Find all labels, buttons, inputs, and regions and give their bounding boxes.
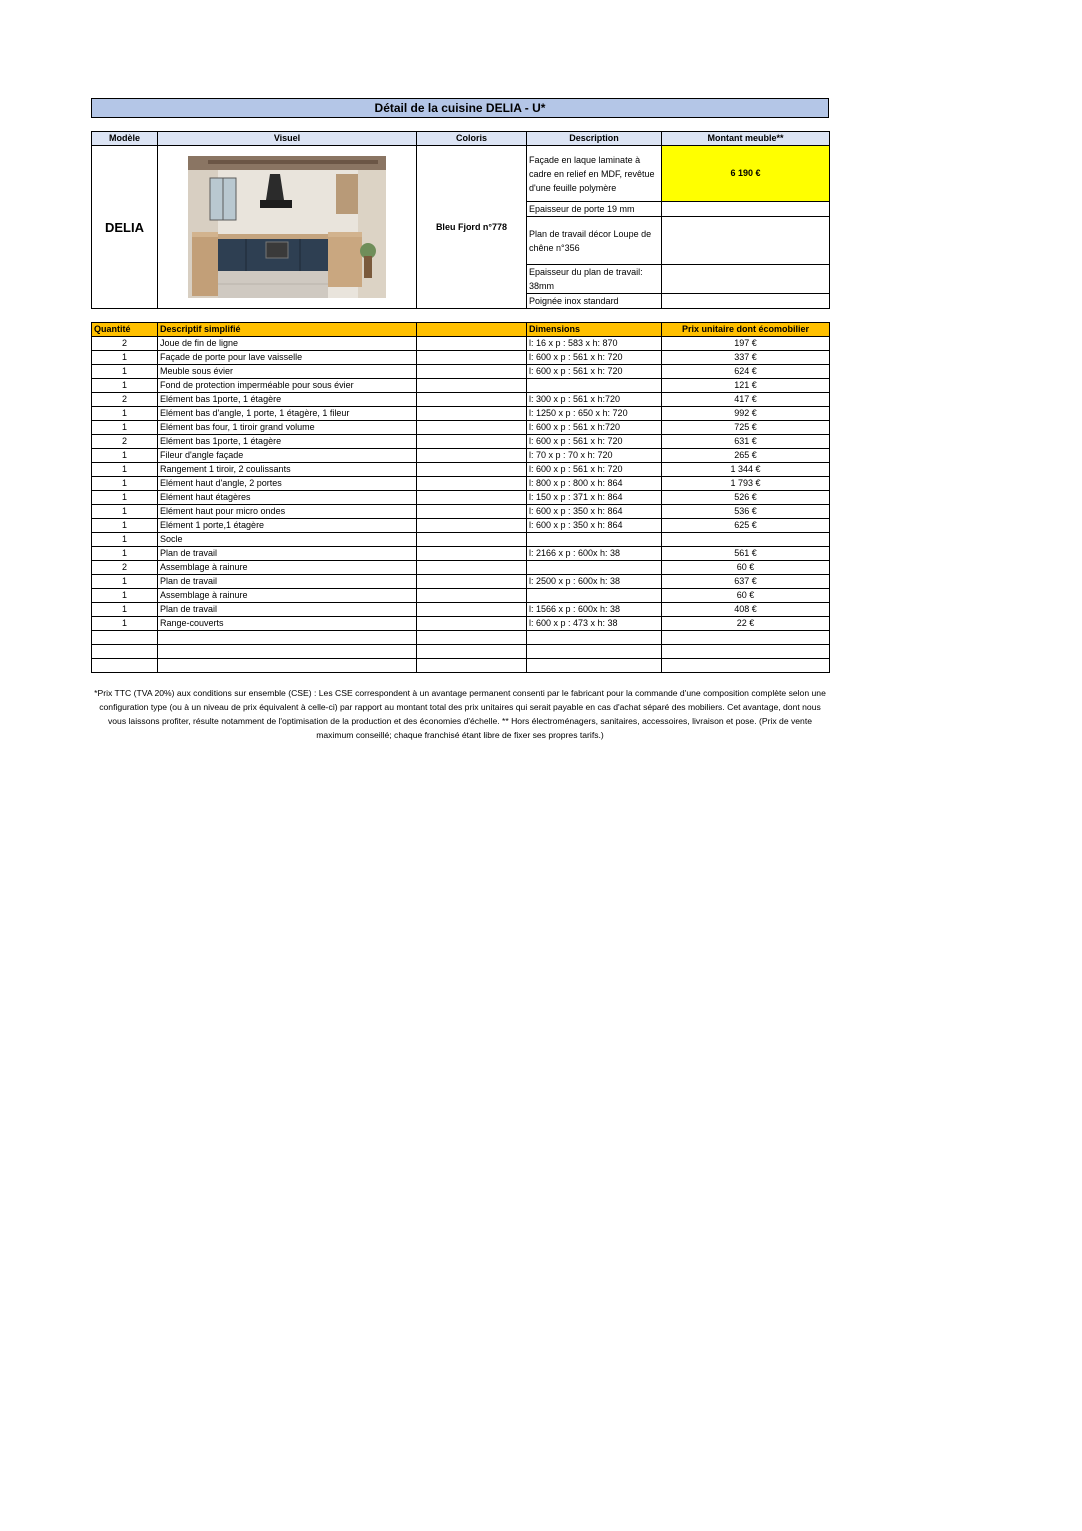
price-cell: 561 € <box>662 547 830 561</box>
table-row <box>92 337 830 351</box>
dim-cell: l: 300 x p : 561 x h:720 <box>527 393 662 407</box>
qty-cell: 1 <box>92 421 158 435</box>
items-table <box>91 322 830 673</box>
montant-value: 6 190 € <box>662 146 830 202</box>
footnote: *Prix TTC (TVA 20%) aux conditions sur ensemble (CSE) : Les CSE correspondent à un avantage permanent consenti par le fabricant pour la commande d'une composition complète selon une configuration type (ou à un niveau de prix équivalent à celle-ci) par rapport au montant total des prix unitaires qui serait payable en cas d'achat séparé des mobiliers. Cet avantage, dont nous vous laissons profiter, résulte notamment de l'optimisation de la production et des économies d'échelle. ** Hors électroménagers, sanitaires, accessoires, livraison et pose. (Prix de vente maximum conseillé; chaque franchisé étant libre de fixer ses propres tarifs.) <box>94 688 826 740</box>
blank-cell <box>417 351 527 365</box>
qty-cell: 1 <box>92 365 158 379</box>
blank-cell <box>417 659 527 673</box>
header-blank <box>417 323 527 337</box>
desc-cell: Socle <box>158 533 417 547</box>
desc-cell: Elément haut d'angle, 2 portes <box>158 477 417 491</box>
blank-cell <box>417 547 527 561</box>
dim-cell: l: 600 x p : 561 x h: 720 <box>527 463 662 477</box>
dim-cell <box>527 561 662 575</box>
table-row <box>92 659 830 673</box>
desc-cell: Elément bas four, 1 tiroir grand volume <box>158 421 417 435</box>
header-descriptif: Descriptif simplifié <box>158 323 417 337</box>
dim-cell: l: 600 x p : 561 x h:720 <box>527 421 662 435</box>
description-3: Plan de travail décor Loupe de chêne n°356 <box>527 217 662 265</box>
table-row <box>92 547 830 561</box>
blank-cell <box>417 589 527 603</box>
dim-cell: l: 1250 x p : 650 x h: 720 <box>527 407 662 421</box>
price-cell: 637 € <box>662 575 830 589</box>
blank-cell <box>417 463 527 477</box>
desc-cell: Range-couverts <box>158 617 417 631</box>
desc-cell: Rangement 1 tiroir, 2 coulissants <box>158 463 417 477</box>
table-row <box>92 435 830 449</box>
table-row <box>92 561 830 575</box>
table-row <box>92 463 830 477</box>
qty-cell: 1 <box>92 519 158 533</box>
price-cell: 624 € <box>662 365 830 379</box>
desc-cell <box>158 631 417 645</box>
price-cell: 60 € <box>662 561 830 575</box>
price-cell: 417 € <box>662 393 830 407</box>
model-table <box>91 131 830 309</box>
dim-cell: l: 70 x p : 70 x h: 720 <box>527 449 662 463</box>
desc-cell: Elément bas d'angle, 1 porte, 1 étagère, 1 fileur <box>158 407 417 421</box>
price-cell: 1 793 € <box>662 477 830 491</box>
dim-cell <box>527 645 662 659</box>
description-4: Epaisseur du plan de travail: 38mm <box>527 265 662 294</box>
table-row <box>92 617 830 631</box>
blank-cell <box>417 379 527 393</box>
table-row <box>92 477 830 491</box>
header-montant: Montant meuble** <box>662 132 830 146</box>
desc-cell: Fond de protection imperméable pour sous évier <box>158 379 417 393</box>
description-5: Poignée inox standard <box>527 294 662 309</box>
dim-cell: l: 2500 x p : 600x h: 38 <box>527 575 662 589</box>
qty-cell: 1 <box>92 407 158 421</box>
table-row <box>92 351 830 365</box>
blank-cell <box>417 421 527 435</box>
header-prix: Prix unitaire dont écomobilier <box>662 323 830 337</box>
qty-cell <box>92 631 158 645</box>
kitchen-photo <box>188 156 386 298</box>
dim-cell: l: 800 x p : 800 x h: 864 <box>527 477 662 491</box>
qty-cell: 1 <box>92 463 158 477</box>
blank-cell <box>417 575 527 589</box>
price-cell: 992 € <box>662 407 830 421</box>
dim-cell <box>527 659 662 673</box>
visual-cell <box>158 146 417 309</box>
desc-cell: Elément bas 1porte, 1 étagère <box>158 393 417 407</box>
dim-cell: l: 600 x p : 473 x h: 38 <box>527 617 662 631</box>
table-row <box>92 645 830 659</box>
qty-cell: 1 <box>92 547 158 561</box>
desc-cell: Elément bas 1porte, 1 étagère <box>158 435 417 449</box>
coloris-value: Bleu Fjord n°778 <box>417 146 527 309</box>
qty-cell: 1 <box>92 477 158 491</box>
qty-cell <box>92 659 158 673</box>
qty-cell: 1 <box>92 505 158 519</box>
header-quantite: Quantité <box>92 323 158 337</box>
blank-cell <box>417 407 527 421</box>
qty-cell: 2 <box>92 435 158 449</box>
blank-cell <box>417 505 527 519</box>
blank-cell <box>417 533 527 547</box>
dim-cell: l: 1566 x p : 600x h: 38 <box>527 603 662 617</box>
desc-cell: Elément 1 porte,1 étagère <box>158 519 417 533</box>
dim-cell <box>527 533 662 547</box>
header-coloris: Coloris <box>417 132 527 146</box>
desc-cell <box>158 645 417 659</box>
blank-cell <box>417 477 527 491</box>
qty-cell: 1 <box>92 589 158 603</box>
table-row <box>92 393 830 407</box>
desc-cell: Meuble sous évier <box>158 365 417 379</box>
qty-cell: 1 <box>92 379 158 393</box>
dim-cell <box>527 379 662 393</box>
table-row <box>92 407 830 421</box>
desc-cell: Elément haut étagères <box>158 491 417 505</box>
description-1: Façade en laque laminate à cadre en relief en MDF, revêtue d'une feuille polymère <box>527 146 662 202</box>
desc-cell: Plan de travail <box>158 603 417 617</box>
dim-cell: l: 600 x p : 561 x h: 720 <box>527 435 662 449</box>
price-cell: 121 € <box>662 379 830 393</box>
desc-cell: Façade de porte pour lave vaisselle <box>158 351 417 365</box>
desc-cell: Joue de fin de ligne <box>158 337 417 351</box>
price-cell: 1 344 € <box>662 463 830 477</box>
price-cell <box>662 659 830 673</box>
price-cell <box>662 533 830 547</box>
price-cell: 60 € <box>662 589 830 603</box>
price-cell: 22 € <box>662 617 830 631</box>
price-cell: 631 € <box>662 435 830 449</box>
montant-empty-4 <box>662 294 830 309</box>
blank-cell <box>417 491 527 505</box>
table-row <box>92 449 830 463</box>
blank-cell <box>417 561 527 575</box>
price-cell <box>662 645 830 659</box>
qty-cell: 1 <box>92 533 158 547</box>
table-row <box>92 519 830 533</box>
model-name: DELIA <box>92 146 158 309</box>
header-modele: Modèle <box>92 132 158 146</box>
desc-cell: Plan de travail <box>158 575 417 589</box>
qty-cell: 1 <box>92 603 158 617</box>
page-title: Détail de la cuisine DELIA - U* <box>91 98 829 118</box>
dim-cell: l: 150 x p : 371 x h: 864 <box>527 491 662 505</box>
desc-cell: Assemblage à rainure <box>158 561 417 575</box>
table-row <box>92 631 830 645</box>
price-cell <box>662 631 830 645</box>
blank-cell <box>417 603 527 617</box>
price-cell: 536 € <box>662 505 830 519</box>
price-cell: 337 € <box>662 351 830 365</box>
qty-cell: 1 <box>92 617 158 631</box>
blank-cell <box>417 519 527 533</box>
table-row <box>92 421 830 435</box>
blank-cell <box>417 365 527 379</box>
desc-cell: Assemblage à rainure <box>158 589 417 603</box>
dim-cell: l: 600 x p : 350 x h: 864 <box>527 519 662 533</box>
qty-cell: 1 <box>92 351 158 365</box>
table-row <box>92 365 830 379</box>
description-2: Epaisseur de porte 19 mm <box>527 202 662 217</box>
table-row <box>92 379 830 393</box>
desc-cell <box>158 659 417 673</box>
price-cell: 725 € <box>662 421 830 435</box>
dim-cell: l: 16 x p : 583 x h: 870 <box>527 337 662 351</box>
dim-cell <box>527 589 662 603</box>
blank-cell <box>417 617 527 631</box>
dim-cell: l: 2166 x p : 600x h: 38 <box>527 547 662 561</box>
price-cell: 408 € <box>662 603 830 617</box>
desc-cell: Plan de travail <box>158 547 417 561</box>
dim-cell: l: 600 x p : 561 x h: 720 <box>527 351 662 365</box>
blank-cell <box>417 631 527 645</box>
blank-cell <box>417 435 527 449</box>
table-row <box>92 533 830 547</box>
qty-cell: 1 <box>92 449 158 463</box>
header-visuel: Visuel <box>158 132 417 146</box>
price-cell: 526 € <box>662 491 830 505</box>
table-row <box>92 589 830 603</box>
table-row <box>92 575 830 589</box>
qty-cell: 1 <box>92 491 158 505</box>
desc-cell: Elément haut pour micro ondes <box>158 505 417 519</box>
blank-cell <box>417 337 527 351</box>
dim-cell: l: 600 x p : 561 x h: 720 <box>527 365 662 379</box>
qty-cell <box>92 645 158 659</box>
qty-cell: 2 <box>92 561 158 575</box>
desc-cell: Fileur d'angle façade <box>158 449 417 463</box>
blank-cell <box>417 393 527 407</box>
price-cell: 625 € <box>662 519 830 533</box>
table-row <box>92 603 830 617</box>
table-row <box>92 505 830 519</box>
header-dimensions: Dimensions <box>527 323 662 337</box>
qty-cell: 1 <box>92 575 158 589</box>
price-cell: 265 € <box>662 449 830 463</box>
montant-empty-1 <box>662 202 830 217</box>
dim-cell: l: 600 x p : 350 x h: 864 <box>527 505 662 519</box>
price-cell: 197 € <box>662 337 830 351</box>
qty-cell: 2 <box>92 393 158 407</box>
dim-cell <box>527 631 662 645</box>
blank-cell <box>417 449 527 463</box>
qty-cell: 2 <box>92 337 158 351</box>
montant-empty-2 <box>662 217 830 265</box>
blank-cell <box>417 645 527 659</box>
header-description: Description <box>527 132 662 146</box>
montant-empty-3 <box>662 265 830 294</box>
table-row <box>92 491 830 505</box>
